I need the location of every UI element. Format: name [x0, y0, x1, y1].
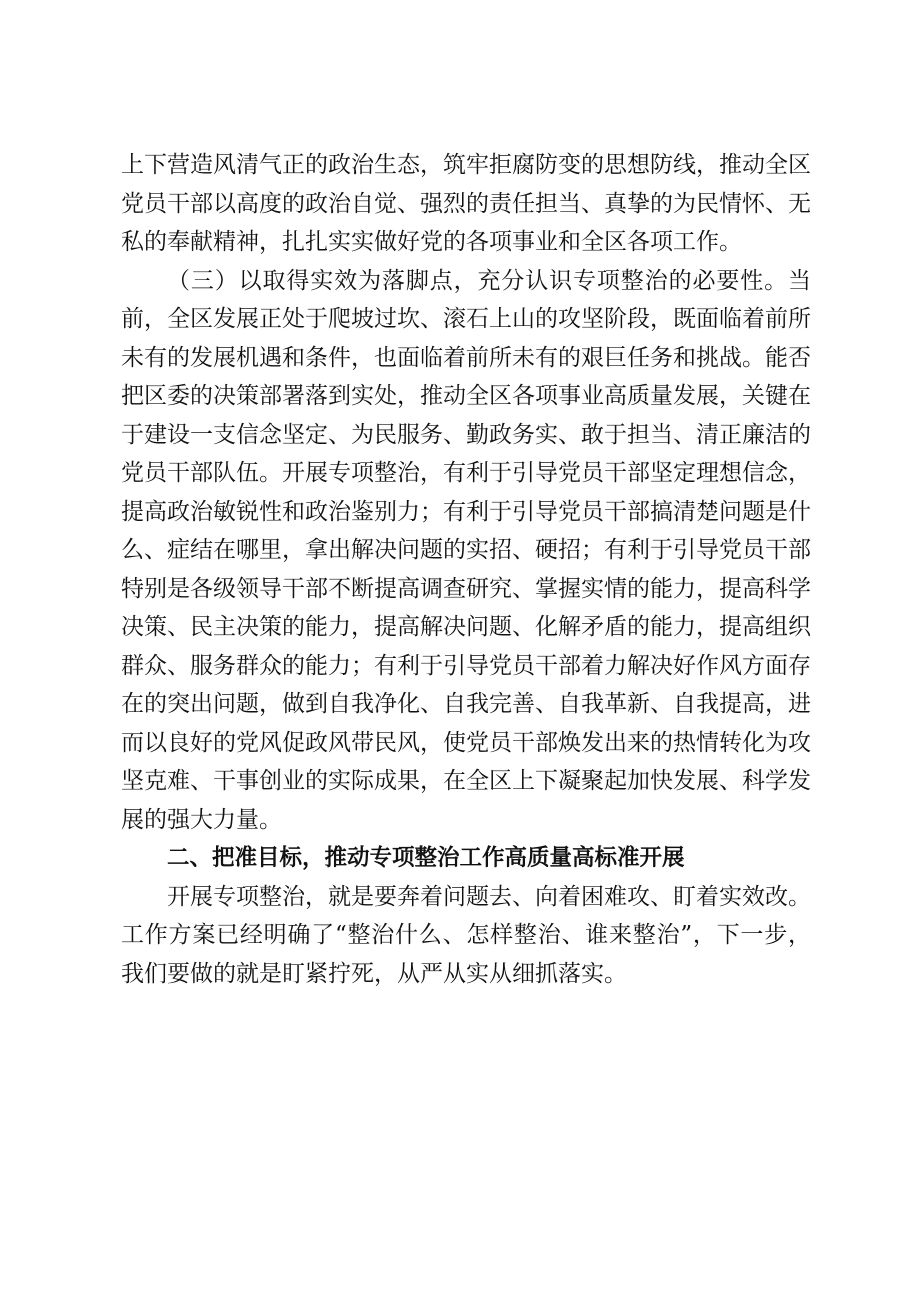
body-line-17: 坚克难、干事创业的实际成果，在全区上下凝聚起加快发展、科学发	[121, 768, 811, 794]
body-line-7: 把区委的决策部署落到实处，推动全区各项事业高质量发展，关键在	[121, 383, 811, 409]
body-line-3: 私的奉献精神，扎扎实实做好党的各项事业和全区各项工作。	[121, 229, 742, 255]
document-page	[121, 146, 811, 993]
body-line-8: 于建设一支信念坚定、为民服务、勤政务实、敢于担当、清正廉洁的	[121, 421, 811, 448]
body-line-4: （三）以取得实效为落脚点，充分认识专项整治的必要性。当	[167, 267, 811, 294]
body-line-21: 工作方案已经明确了“整治什么、怎样整治、谁来整治”，下一步，	[121, 922, 811, 948]
body-line-2: 党员干部以高度的政治自觉、强烈的责任担当、真挚的为民情怀、无	[121, 190, 811, 217]
body-line-5: 前，全区发展正处于爬坡过坎、滚石上山的攻坚阶段，既面临着前所	[121, 306, 811, 332]
section-heading: 二、把准目标，推动专项整治工作高质量高标准开展	[167, 845, 685, 871]
body-line-20: 开展专项整治，就是要奔着问题去、向着困难攻、盯着实效改。	[167, 883, 811, 910]
body-line-13: 决策、民主决策的能力，提高解决问题、化解矛盾的能力，提高组织	[121, 614, 811, 640]
body-line-11: 么、症结在哪里，拿出解决问题的实招、硬招；有利于引导党员干部	[121, 537, 811, 563]
body-line-6: 未有的发展机遇和条件，也面临着前所未有的艰巨任务和挑战。能否	[121, 344, 811, 371]
body-line-10: 提高政治敏锐性和政治鉴别力；有利于引导党员干部搞清楚问题是什	[121, 498, 811, 525]
body-line-22: 我们要做的就是盯紧拧死，从严从实从细抓落实。	[121, 960, 627, 987]
body-line-1: 上下营造风清气正的政治生态，筑牢拒腐防变的思想防线，推动全区	[121, 152, 811, 178]
body-line-15: 在的突出问题，做到自我净化、自我完善、自我革新、自我提高，进	[121, 691, 811, 717]
body-line-9: 党员干部队伍。开展专项整治，有利于引导党员干部坚定理想信念，	[121, 460, 811, 486]
body-line-14: 群众、服务群众的能力；有利于引导党员干部着力解决好作风方面存	[121, 652, 811, 679]
body-line-16: 而以良好的党风促政风带民风，使党员干部焕发出来的热情转化为攻	[121, 729, 811, 756]
body-line-12: 特别是各级领导干部不断提高调查研究、掌握实情的能力，提高科学	[121, 575, 811, 602]
body-line-18: 展的强大力量。	[121, 806, 282, 833]
